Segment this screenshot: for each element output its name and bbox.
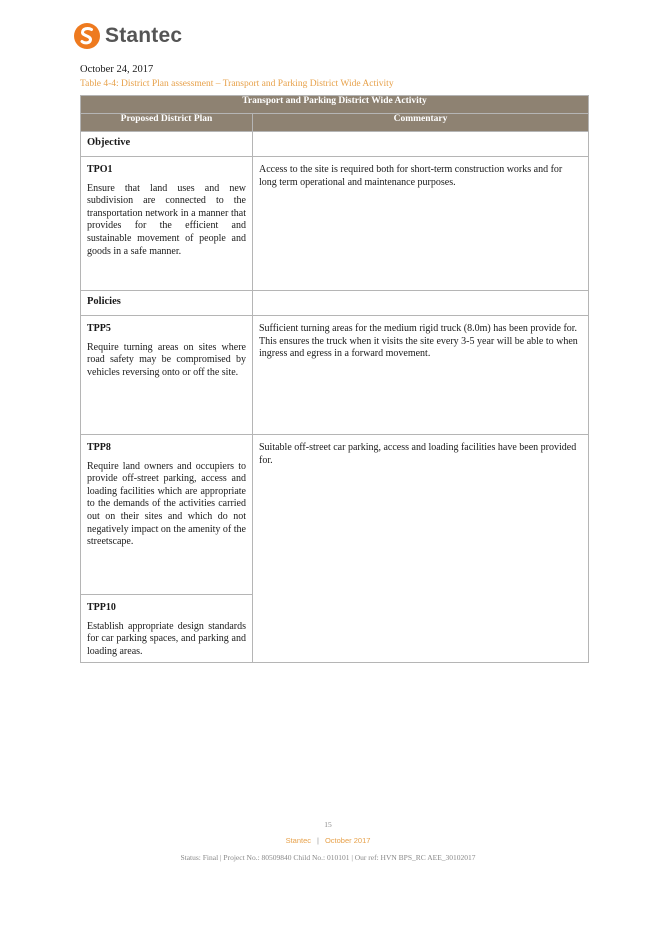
policy-code: TPP10 — [87, 602, 116, 613]
section-row-objective — [81, 132, 589, 157]
policy-text: Ensure that land uses and new subdivision are connected to the transportation network in a manner that provides for the efficient and sustainable movement of people and goods in a safe manner. — [87, 182, 246, 257]
plan-cell-tpp10 — [81, 595, 253, 663]
plan-cell-tpo1 — [81, 157, 253, 291]
policy-text: Establish appropriate design standards for car parking spaces, and parking and loading areas. — [87, 620, 246, 657]
plan-cell-tpp5 — [81, 316, 253, 435]
policy-code: TPP8 — [87, 442, 111, 453]
table-band-row — [81, 96, 589, 114]
section-label-objective: Objective — [81, 132, 253, 157]
empty-cell — [253, 132, 589, 157]
table-row-tpp5 — [81, 316, 589, 435]
stantec-logo — [73, 22, 182, 50]
footer-separator: | — [317, 836, 319, 845]
assessment-table — [80, 95, 589, 663]
policy-code: TPO1 — [87, 164, 113, 175]
column-header-plan: Proposed District Plan — [81, 114, 253, 132]
page-number: 15 — [324, 820, 332, 829]
commentary-cell-tpp8: Suitable off-street car parking, access and loading facilities have been provided for. — [253, 435, 589, 663]
section-label-policies: Policies — [81, 291, 253, 316]
table-row-tpp8 — [81, 435, 589, 595]
column-header-commentary: Commentary — [253, 114, 589, 132]
table-caption: Table 4-4: District Plan assessment – Transport and Parking District Wide Activity — [80, 79, 394, 89]
footer-date: October 2017 — [324, 836, 371, 845]
table-header-row — [81, 114, 589, 132]
footer-brand-line — [0, 836, 656, 845]
policy-code: TPP5 — [87, 323, 111, 334]
policy-text: Require land owners and occupiers to provide off-street parking, access and loading facilities which are appropriate to the demands of the activities carried out on their sites and which do not negatively impact on the amenity of the streetscape. — [87, 460, 246, 548]
commentary-cell-tpo1: Access to the site is required both for short-term construction works and for long term operational and maintenance purposes. — [253, 157, 589, 291]
empty-cell — [253, 291, 589, 316]
table-row-tpo1 — [81, 157, 589, 291]
table-band-title: Transport and Parking District Wide Activity — [81, 96, 589, 114]
plan-cell-tpp8 — [81, 435, 253, 595]
policy-text: Require turning areas on sites where road safety may be compromised by vehicles reversing onto or off the site. — [87, 341, 246, 378]
stantec-swirl-icon — [73, 22, 101, 50]
footer-brand: Stantec — [285, 836, 312, 845]
footer-status-line: Status: Final | Project No.: 80509840 Child No.: 010101 | Our ref: HVN BPS_RC AEE_30102017 — [180, 853, 476, 862]
logo-wordmark: Stantec — [105, 24, 183, 47]
document-date: October 24, 2017 — [80, 64, 154, 75]
section-row-policies — [81, 291, 589, 316]
commentary-cell-tpp5: Sufficient turning areas for the medium rigid truck (8.0m) has been provide for. This ensures the truck when it visits the site every 3-5 year will be able to when ingress and egress in a forward movement. — [253, 316, 589, 435]
